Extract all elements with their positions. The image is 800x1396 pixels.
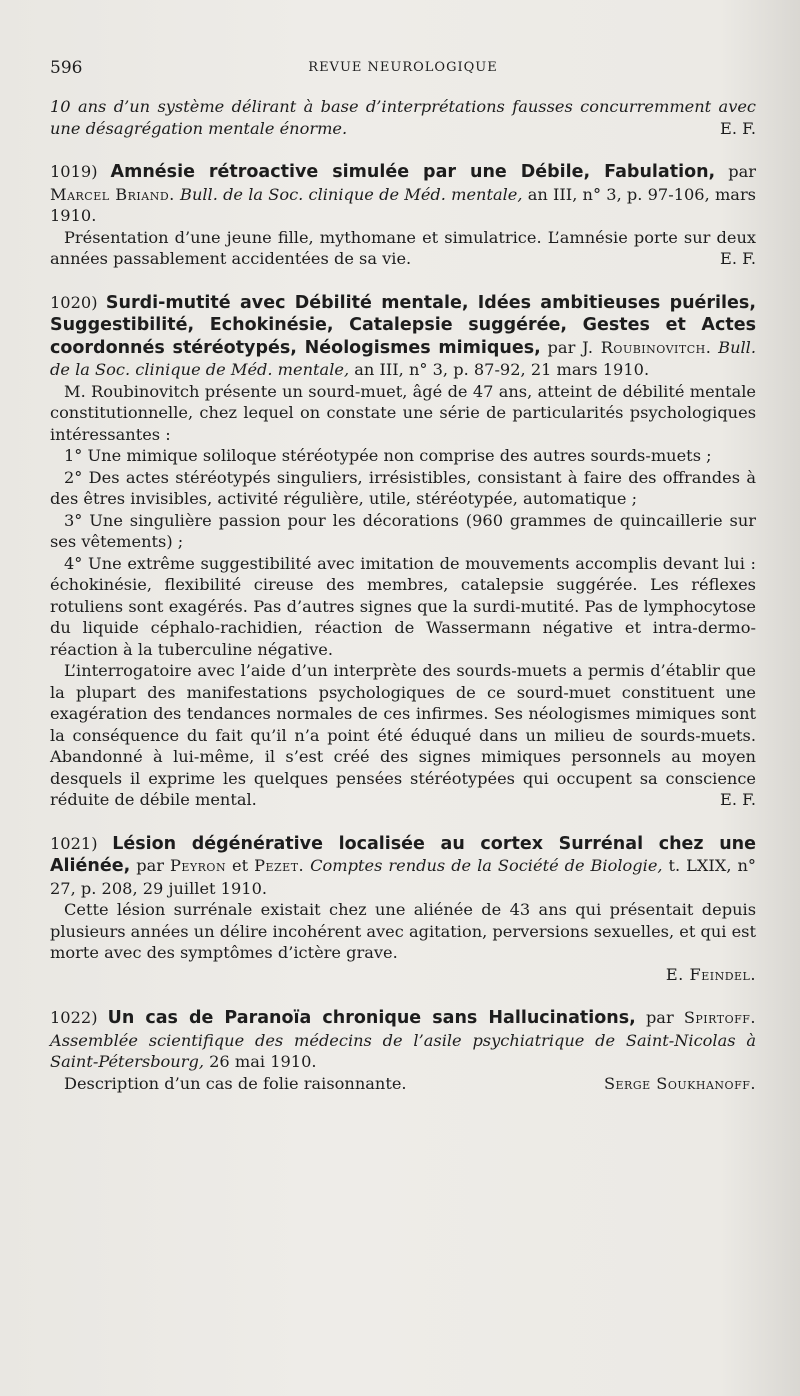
running-title: REVUE NEUROLOGIQUE: [308, 60, 498, 75]
entry-item-4: 4° Une extrême suggestibilité avec imitation de mouvements accomplis devant lui : échokinésie, flexibilité cireuse des membres, catalepsie suggérée. Les réflexes rotuliens sont exagérés. Pas d’autres signes que la surdi-mutité. Pas de lymphocytose du liquide céphalo-rachidien, réaction de Wassermann négative et intra-dermo-réaction à la tuberculine négative.: [50, 553, 756, 659]
entry-number: 1021): [50, 833, 98, 853]
entry-par: par: [635, 1008, 684, 1027]
entry-1019: [50, 161, 756, 270]
entry-item-5-text: L’interrogatoire avec l’aide d’un interprète des sourds-muets a permis d’établir que la plupart des manifestations psychologiques de ce sourd-muet constituent une exagération des tendances normales de ces infirmes. Ses néologismes mimiques sont la conséquence du fait qu’il n’a point été éduqué dans un milieu de sourds-muets. Abandonné à lui-même, il s’est créé des signes mimiques personnels au moyen desquels il exprime les quelques pensées stéréotypées qui occupent sa conscience réduite de débile mental.: [50, 661, 756, 809]
previous-entry-signature: E. F.: [720, 118, 756, 138]
entry-reference: t. LXIX, n° 27, p. 208, 29 juillet 1910.: [50, 856, 756, 898]
entry-signature: Serge Soukhanoff.: [603, 1073, 756, 1093]
entry-number: 1019): [50, 162, 98, 181]
entry-par: par: [540, 337, 583, 357]
entry-1021-heading: [50, 833, 756, 900]
entry-signature: E. Feindel.: [665, 964, 756, 984]
entry-title: Surdi-mutité avec Débilité mentale, Idées ambitieuses puériles, Suggestibilité, Echokinésie, Catalepsie suggérée, Gestes et Actes coordonnés stéréotypés, Néologismes mimiques,: [50, 292, 756, 358]
entry-item-3: 3° Une singulière passion pour les décorations (960 grammes de quincaillerie sur ses vêtements) ;: [50, 510, 756, 551]
entry-1021: [50, 833, 756, 986]
entry-author: J. Roubinovitch.: [582, 337, 712, 357]
page-number: 596: [50, 58, 83, 78]
entry-1022-heading: [50, 1007, 756, 1073]
entry-par: par: [130, 856, 170, 875]
previous-entry-text: 10 ans d’un système délirant à base d’interprétations fausses concurremment avec une désagrégation mentale énorme.: [50, 97, 756, 138]
text-column: [50, 96, 756, 1094]
entry-abstract: [50, 1073, 756, 1095]
entry-reference: an III, n° 3, p. 87-92, 21 mars 1910.: [349, 360, 650, 379]
entry-1019-heading: [50, 161, 756, 227]
entry-author-2: Pezet.: [254, 856, 305, 875]
entry-et: et: [226, 856, 255, 875]
entry-number: 1020): [50, 292, 98, 312]
entry-abstract-intro: M. Roubinovitch présente un sourd-muet, âgé de 47 ans, atteint de débilité mentale constitutionnelle, chez lequel on constate une série de particularités psychologiques intéressantes :: [50, 381, 756, 444]
entry-title: Lésion dégénérative localisée au cortex Surrénal chez une Aliénée,: [50, 833, 756, 876]
entry-reference: an III, n° 3, p. 97-106, mars 1910.: [50, 184, 756, 225]
entry-abstract: [50, 227, 756, 270]
entry-journal: Assemblée scientifique des médecins de l’asile psychiatrique de Saint-Nicolas à Saint-Pétersbourg,: [50, 1030, 756, 1071]
entry-journal: Bull. de la Soc. clinique de Méd. mentale,: [50, 337, 756, 379]
entry-signature-line: [50, 964, 756, 986]
entry-par: par: [715, 162, 756, 181]
entry-number: 1022): [50, 1008, 98, 1027]
entry-abstract-text: Description d’un cas de folie raisonnante.: [64, 1073, 407, 1093]
entry-author: Spirtoff.: [683, 1008, 757, 1027]
entry-item-1: 1° Une mimique soliloque stéréotypée non comprise des autres sourds-muets ;: [64, 446, 712, 465]
entry-item-2: 2° Des actes stéréotypés singuliers, irrésistibles, consistant à faire des offrandes à des êtres invisibles, activité régulière, utile, stéréotypée, automatique ;: [50, 467, 756, 508]
entry-signature: E. F.: [720, 790, 756, 809]
entry-abstract-text: Cette lésion surrénale existait chez une aliénée de 43 ans qui présentait depuis plusieurs années un délire incohérent avec agitation, perversions sexuelles, et qui est morte avec des symptômes d’ictère grave.: [50, 900, 756, 962]
entry-journal: Bull. de la Soc. clinique de Méd. mentale,: [180, 184, 523, 204]
entry-journal: Comptes rendus de la Société de Biologie,: [310, 856, 663, 875]
entry-1020-heading: [50, 292, 756, 381]
page-header: [50, 58, 756, 82]
entry-abstract-text: Présentation d’une jeune fille, mythomane et simulatrice. L’amnésie porte sur deux années passablement accidentées de sa vie.: [50, 227, 756, 268]
previous-entry-ending: [50, 96, 756, 139]
entry-author: Marcel Briand.: [50, 184, 175, 204]
entry-author-1: Peyron: [169, 856, 227, 875]
entry-reference: 26 mai 1910.: [203, 1052, 317, 1071]
entry-title: Amnésie rétroactive simulée par une Débile, Fabulation,: [110, 162, 716, 182]
entry-title: Un cas de Paranoïa chronique sans Hallucinations,: [107, 1008, 636, 1028]
entry-signature: E. F.: [720, 249, 756, 268]
entry-item-5: [50, 660, 756, 811]
entry-1022: [50, 1007, 756, 1094]
entry-1020: [50, 292, 756, 811]
